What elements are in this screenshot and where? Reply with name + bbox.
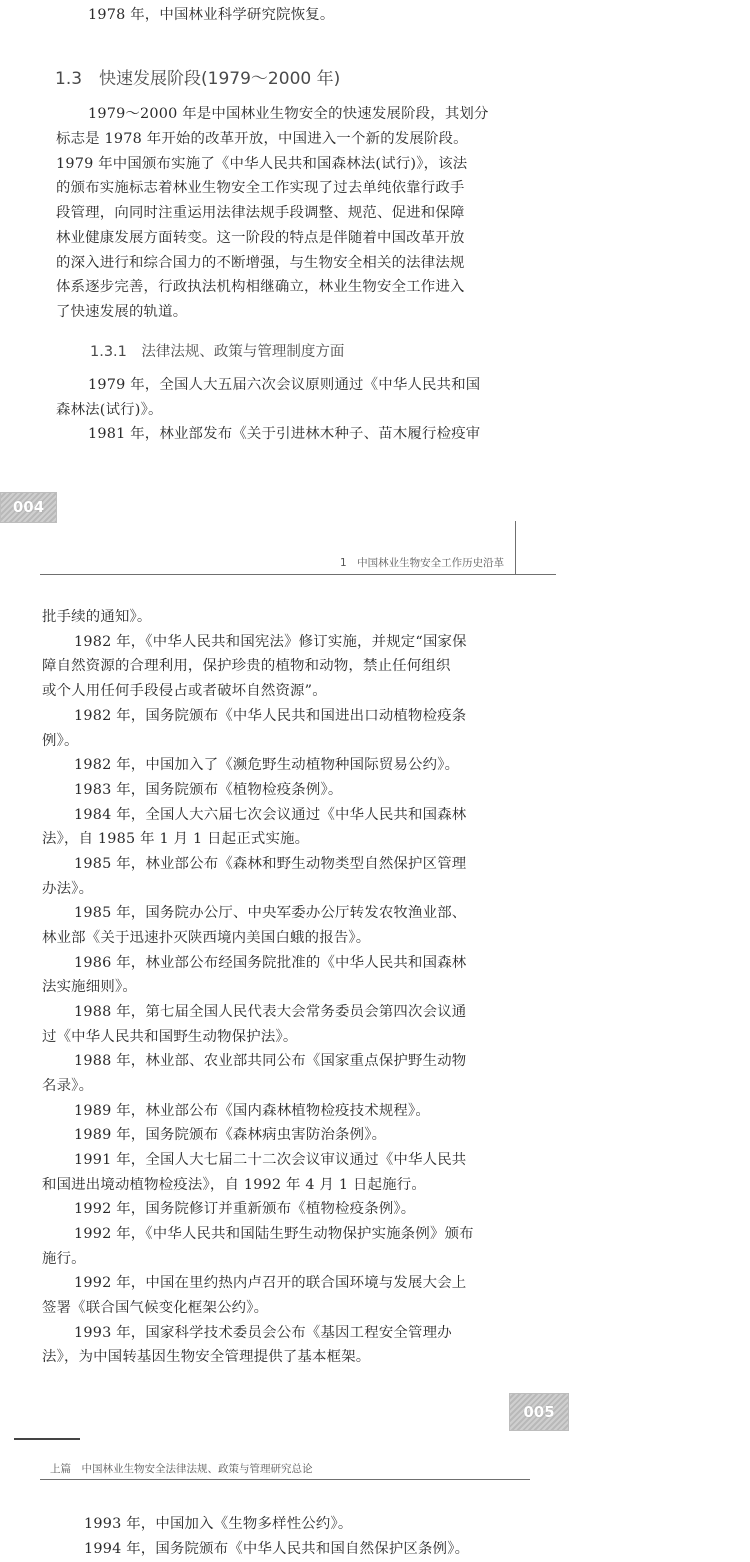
text-line: 1992 年，《中华人民共和国陆生野生动物保护实施条例》颁布 [74, 1226, 474, 1242]
text-line: 签署《联合国气候变化框架公约》。 [42, 1300, 269, 1316]
text-line: 段管理，向同时注重运用法律法规手段调整、规范、促进和保障 [56, 205, 465, 221]
text-line: 1985 年，国务院办公厅、中央军委办公厅转发农牧渔业部、 [74, 905, 467, 921]
text-line: 1994 年，国务院颁布《中华人民共和国自然保护区条例》。 [84, 1541, 470, 1557]
text-line: 1979～2000 年是中国林业生物安全的快速发展阶段，其划分 [88, 106, 489, 122]
text-line: 森林法(试行)》。 [56, 402, 163, 418]
text-line: 的颁布实施标志着林业生物安全工作实现了过去单纯依靠行政手 [56, 180, 465, 196]
text-line: 的深入进行和综合国力的不断增强，与生物安全相关的法律法规 [56, 255, 465, 271]
text-line: 办法》。 [42, 881, 94, 897]
text-line: 1989 年，国务院颁布《森林病虫害防治条例》。 [74, 1127, 387, 1143]
text-line: 批手续的通知》。 [42, 609, 152, 625]
section-heading: 1.3 快速发展阶段(1979～2000 年) [55, 69, 341, 89]
text-line: 1986 年，林业部公布经国务院批准的《中华人民共和国森林 [74, 955, 467, 971]
page-divider [40, 1479, 530, 1480]
text-line: 1993 年，国家科学技术委员会公布《基因工程安全管理办 [74, 1325, 452, 1341]
text-line: 1978 年，中国林业科学研究院恢复。 [88, 7, 335, 23]
page-number-badge: 005 [509, 1393, 569, 1431]
text-line: 法》，为中国转基因生物安全管理提供了基本框架。 [42, 1349, 371, 1365]
text-line: 施行。 [42, 1251, 86, 1267]
text-line: 了快速发展的轨道。 [56, 304, 188, 320]
text-line: 1988 年，第七届全国人民代表大会常务委员会第四次会议通 [74, 1004, 467, 1020]
running-header: 上篇 中国林业生物安全法律法规、政策与管理研究总论 [50, 1463, 313, 1475]
text-line: 1979 年，全国人大五届六次会议原则通过《中华人民共和国 [88, 377, 481, 393]
text-line: 1992 年，中国在里约热内卢召开的联合国环境与发展大会上 [74, 1275, 467, 1291]
text-line: 1991 年，全国人大七届二十二次会议审议通过《中华人民共 [74, 1152, 467, 1168]
text-line: 名录》。 [42, 1078, 94, 1094]
text-line: 或个人用任何手段侵占或者破坏自然资源”。 [42, 683, 327, 699]
running-header: 1 中国林业生物安全工作历史沿革 [340, 557, 505, 569]
page-divider [40, 574, 556, 575]
page-number-badge: 004 [0, 492, 57, 523]
text-line: 1985 年，林业部公布《森林和野生动物类型自然保护区管理 [74, 856, 467, 872]
text-line: 1982 年，国务院颁布《中华人民共和国进出口动植物检疫条 [74, 708, 467, 724]
text-line: 1983 年，国务院颁布《植物检疫条例》。 [74, 782, 343, 798]
page-divider-accent [14, 1438, 80, 1440]
text-line: 法实施细则》。 [42, 979, 137, 995]
text-line: 1981 年，林业部发布《关于引进林木种子、苗木履行检疫审 [88, 426, 481, 442]
page-divider-vertical [515, 521, 516, 575]
text-line: 1982 年，《中华人民共和国宪法》修订实施，并规定“国家保 [74, 634, 467, 650]
text-line: 体系逐步完善，行政执法机构相继确立，林业生物安全工作进入 [56, 279, 465, 295]
text-line: 过《中华人民共和国野生动物保护法》。 [42, 1029, 298, 1045]
text-line: 1984 年，全国人大六届七次会议通过《中华人民共和国森林 [74, 807, 467, 823]
text-line: 和国进出境动植物检疫法》，自 1992 年 4 月 1 日起施行。 [42, 1177, 426, 1193]
text-line: 例》。 [42, 733, 79, 749]
text-line: 法》，自 1985 年 1 月 1 日起正式实施。 [42, 831, 310, 847]
text-line: 1993 年，中国加入《生物多样性公约》。 [84, 1516, 353, 1532]
text-line: 障自然资源的合理利用，保护珍贵的植物和动物，禁止任何组织 [42, 658, 451, 674]
text-line: 林业健康发展方面转变。这一阶段的特点是伴随着中国改革开放 [56, 230, 465, 246]
text-line: 1988 年，林业部、农业部共同公布《国家重点保护野生动物 [74, 1053, 467, 1069]
text-line: 林业部《关于迅速扑灭陕西境内美国白蛾的报告》。 [42, 930, 371, 946]
text-line: 1992 年，国务院修订并重新颁布《植物检疫条例》。 [74, 1201, 416, 1217]
text-line: 1982 年，中国加入了《濒危野生动植物种国际贸易公约》。 [74, 757, 460, 773]
text-line: 标志是 1978 年开始的改革开放，中国进入一个新的发展阶段。 [56, 131, 468, 147]
subsection-heading: 1.3.1 法律法规、政策与管理制度方面 [90, 344, 345, 360]
text-line: 1979 年中国颁布实施了《中华人民共和国森林法(试行)》，该法 [56, 156, 468, 172]
text-line: 1989 年，林业部公布《国内森林植物检疫技术规程》。 [74, 1103, 430, 1119]
